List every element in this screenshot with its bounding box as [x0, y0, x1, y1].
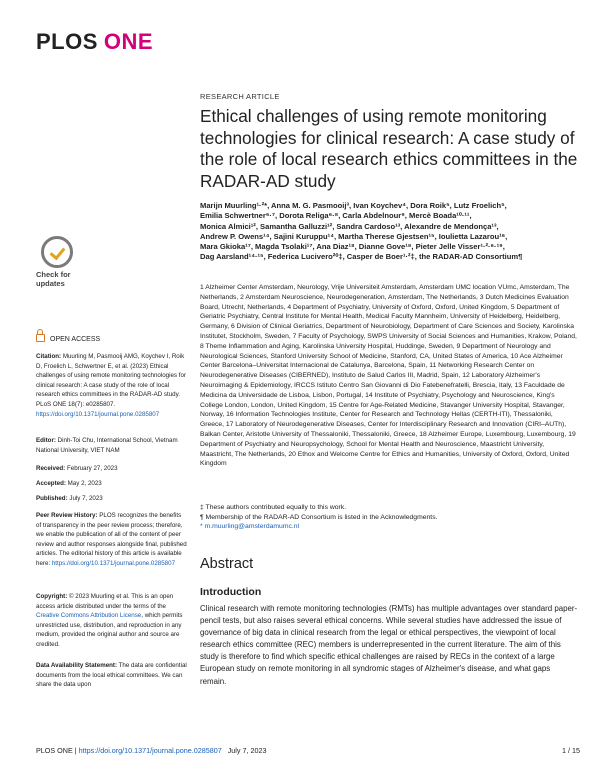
badge-line2: updates: [36, 279, 65, 288]
logo-one: ONE: [103, 29, 154, 54]
affiliations: 1 Alzheimer Center Amsterdam, Neurology, Vrije Universiteit Amsterdam, Amsterdam UMC location VUmc, Amsterdam, The Netherlands, 2 Amsterdam Neuroscience, Neurodegeneration, Amsterdam, The Netherlands, 3 Dutch Medicines Evaluation Board, Utrecht, Netherlands, 4 Department of Psychiatry, University of Oxford, Oxford, United Kingdom, 5 Department of Geriatric Psychiatry, Central Institute for Mental Health, Medical Faculty Mannheim, University of Heidelberg, Heidelberg, Germany, 6 Division of Clinical Geriatrics, Department of Neurobiology, Department of Care Sciences and Society, Karolinska Institutet, Stockholm, Sweden, 7 Faculty of Psychology, SWPS University of Social Sciences and Humanities, Krakow, Poland, 8 Theme Inflammation and Aging, Karolinska University Hospital, Huddinge, Sweden, 9 Department of Neurology and Neurological Sciences, Stanford University School of Medicine, Stanford, CA, United States of America, 10 Ace Alzheimer Center Barcelona–Universitat Internacional de Catalunya, Barcelona, Spain, 11 Networking Research Center on Neurodegenerative Diseases (CIBERNED), Instituto de Salud Carlos III, Madrid, Spain, 12 Laboratory Alzheimer's Neuroimaging & Epidemiology, IRCCS Istituto Centro San Giovanni di Dio Fatebenefratelli, Brescia, Italy, 13 Faculdade de Medicina da Universidade de Lisboa, Lisbon, Portugal, 14 Institute of Psychiatry, Psychology and Neuroscience, King's College London, London, United Kingdom, 15 Centre for Age-Related Medicine, Stavanger University Hospital, Stavanger, Norway, 16 Information Technologies Institute, Center for Research and Technology Hellas (CERTH-ITI), Thessaloniki, Greece, 17 Laboratory of Neurodegenerative Diseases, Center for Interdisciplinary Research and Innovation (CIRI–AUTh), Balkan Center, Aristotle University of Thessaloniki, Thessaloniki, Greece, 18 Alzheimer Europe, Luxembourg, Luxembourg, 19 Department of Psychiatry and Neuropsychology, School for Mental Health and Neuroscience, Maastricht University, Maastricht, The Netherlands, 20 Ethox and Welcome Centre for Ethics and Humanities, University of Oxford, Oxford, United Kingdom: [200, 284, 577, 468]
citation-block: Citation: Muurling M, Pasmooij AMG, Koychev I, Roik D, Froelich L, Schwertner E, et al. (2023) Ethical challenges of using remote monitoring technologies for clinical research: A case study of the role of local research ethics committees in the RADAR-AD study. PLoS ONE 18(7): e0285807. https://doi.org/10.1371/journal.pone.0285807: [36, 353, 186, 418]
introduction-text: Clinical research with remote monitoring technologies (RMTs) has multiple advantages over standard paper-pencil tests, but also raises several ethical concerns. While several studies have addressed the issue of governance of big data in clinical research from the legal or ethical perspectives, the viewpoint of local research ethics committee (REC) members is underrepresented in the current literature. The aim of this study is therefore to find which specific ethical challenges are raised by RECs in the context of a large European study on remote monitoring in all syndromic stages of Alzheimer's disease, and what gaps remain.: [200, 604, 578, 686]
article-type: RESEARCH ARTICLE: [200, 92, 280, 101]
published-block: Published: July 7, 2023: [36, 495, 103, 502]
footer-date: July 7, 2023: [227, 746, 267, 755]
page-footer: PLOS ONE | https://doi.org/10.1371/journal.pone.0285807 July 7, 2023 1 / 15: [36, 746, 580, 755]
author-list: [200, 201, 578, 263]
editor-block: Editor: Dinh-Toi Chu, International School, Vietnam National University, VIET NAM: [36, 437, 178, 454]
logo-plos: PLOS: [36, 29, 98, 54]
citation-doi-link[interactable]: https://doi.org/10.1371/journal.pone.0285807: [36, 410, 160, 418]
footer-journal: PLOS ONE: [36, 746, 73, 755]
copyright-block: Copyright: © 2023 Muurling et al. This is an open access article distributed under the terms of the Creative Commons Attribution License, which permits unrestricted use, distribution, and reproduction in any medium, provided the original author and source are credited.: [36, 593, 183, 648]
badge-line1: Check for: [36, 270, 71, 279]
data-availability-block: Data Availability Statement: The data are confidential documents from the local ethical committees. We can share the data upon: [36, 662, 187, 689]
membership-note: ¶ Membership of the RADAR-AD Consortium is listed in the Acknowledgments.: [200, 513, 438, 521]
abstract-heading: Abstract: [200, 556, 254, 572]
introduction-heading: Introduction: [200, 586, 262, 598]
author-line: Monica Almici¹², Samantha Galluzzi¹², Sandra Cardoso¹³, Alexandre de Mendonça¹³,: [200, 221, 499, 231]
author-line: Mara Gkioka¹⁷, Magda Tsolaki¹⁷, Ana Diaz¹⁸, Dianne Gove¹⁸, Pieter Jelle Visser¹·²·⁶·¹⁹,: [200, 242, 505, 252]
peer-review-link[interactable]: https://doi.org/10.1371/journal.pone.0285807: [51, 559, 176, 567]
corresponding-email[interactable]: * m.muurling@amsterdamumc.nl: [200, 523, 300, 531]
check-for-updates-badge[interactable]: [36, 236, 82, 294]
author-notes: [200, 503, 578, 532]
author-line: Emilia Schwertner⁶·⁷, Dorota Religa⁶·⁸, Carla Abdelnour⁹, Mercè Boada¹⁰·¹¹,: [200, 211, 472, 221]
received-block: Received: February 27, 2023: [36, 465, 118, 472]
cc-license-link[interactable]: Creative Commons Attribution License: [36, 612, 142, 620]
journal-logo[interactable]: [36, 29, 153, 55]
page-number: 1 / 15: [562, 746, 580, 755]
author-line: Marijn Muurling¹·²*, Anna M. G. Pasmooij³, Ivan Koychev⁴, Dora Roik⁵, Lutz Froelich⁵,: [200, 201, 507, 210]
footer-doi-link[interactable]: https://doi.org/10.1371/journal.pone.0285807: [78, 746, 222, 755]
article-title: Ethical challenges of using remote monitoring technologies for clinical research: A case study of the role of local research ethics committees in the RADAR-AD study: [200, 106, 578, 191]
peer-review-block: Peer Review History: PLOS recognizes the benefits of transparency in the peer review process; therefore, we enable the publication of all of the content of peer review and author responses alongside final, published articles. The editorial history of this article is available here: https://doi.org/10.1371/journal.pone.0285807: [36, 512, 187, 567]
accepted-block: Accepted: May 2, 2023: [36, 480, 102, 487]
equal-contribution-note: ‡ These authors contributed equally to this work.: [200, 504, 347, 511]
author-line: Andrew P. Owens¹⁴, Sajini Kuruppu¹⁴, Martha Therese Gjestsen¹⁵, Ioulietta Lazarou¹⁶,: [200, 231, 508, 241]
check-updates-icon: [41, 236, 73, 268]
open-access-label: OPEN ACCESS: [36, 333, 100, 343]
author-line: Dag Aarsland¹⁴·¹⁵, Federica Lucivero²⁰‡, Casper de Boer¹·²‡, the RADAR-AD Consortium¶: [200, 252, 523, 262]
open-lock-icon: [36, 334, 45, 342]
